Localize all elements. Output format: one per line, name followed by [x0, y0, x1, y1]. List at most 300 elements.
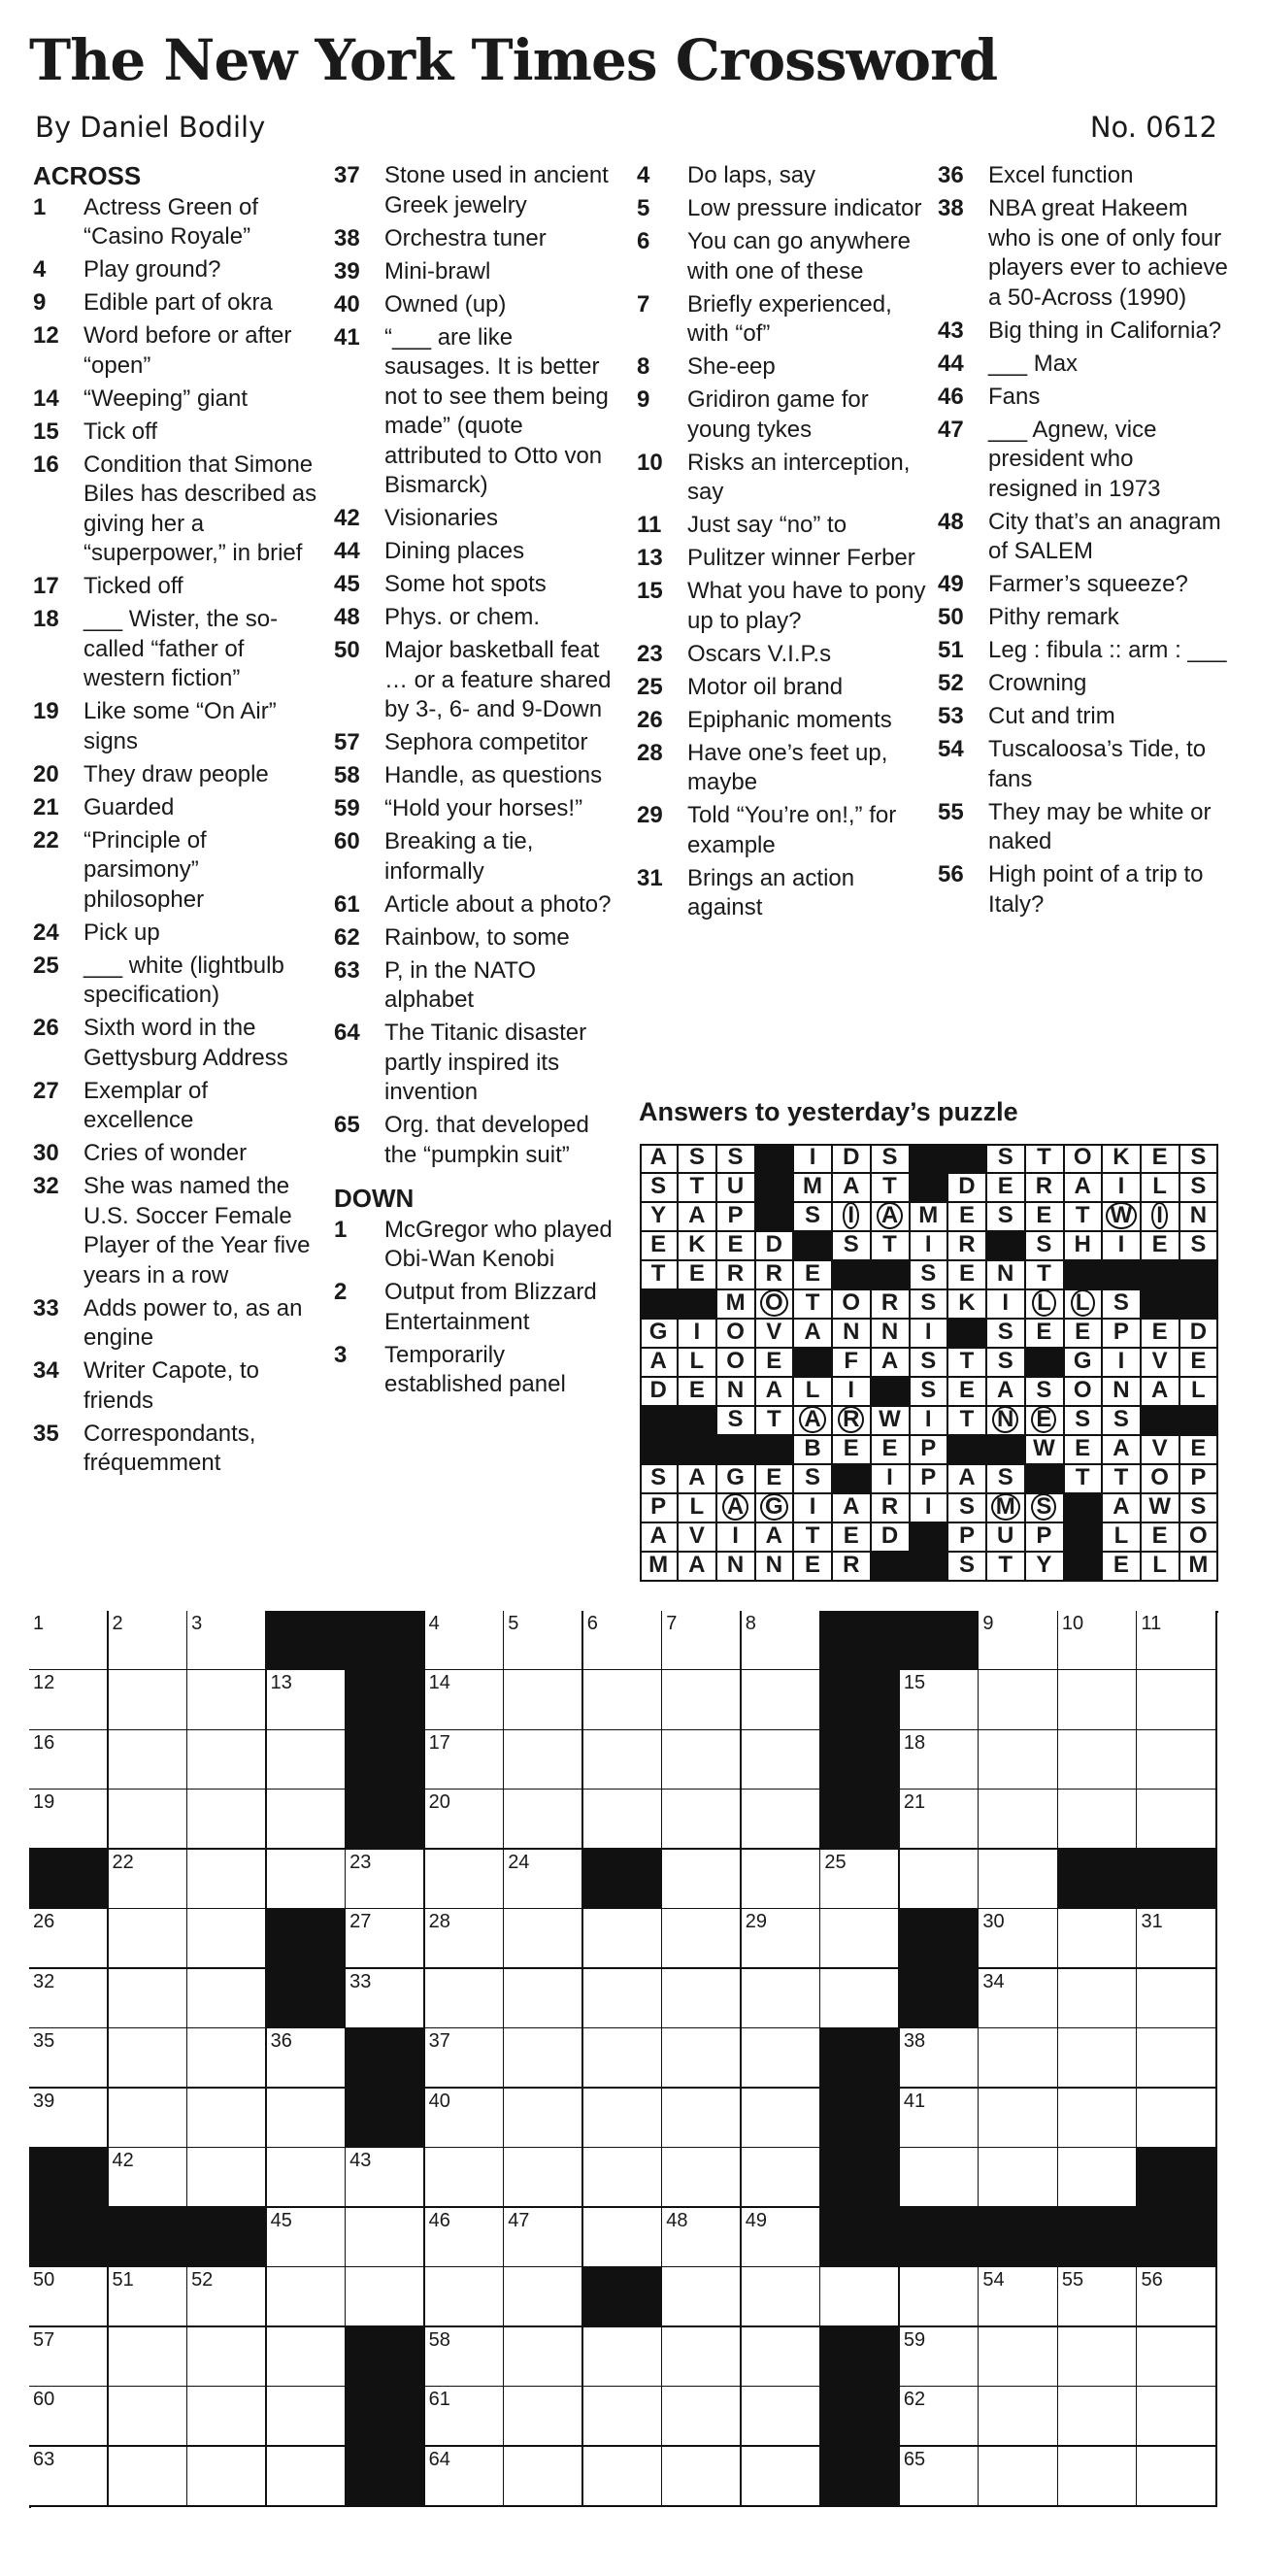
across-clue[interactable]	[33, 697, 324, 756]
down-clue[interactable]	[938, 798, 1229, 857]
grid-cell[interactable]	[820, 2267, 900, 2327]
grid-cell[interactable]	[109, 1850, 188, 1910]
grid-cell[interactable]	[583, 2327, 663, 2388]
answer-letter: N	[1189, 1202, 1208, 1229]
grid-cell[interactable]	[1137, 1611, 1216, 1671]
grid-cell[interactable]	[187, 2447, 267, 2507]
across-clue[interactable]	[334, 1111, 625, 1170]
grid-cell[interactable]	[583, 2447, 663, 2507]
grid-cell[interactable]	[583, 1969, 663, 2029]
answer-cell	[679, 1493, 717, 1523]
grid-cell[interactable]	[662, 1611, 742, 1671]
grid-cell[interactable]	[1137, 1790, 1216, 1850]
grid-cell[interactable]	[504, 1790, 583, 1850]
grid-cell[interactable]	[187, 2028, 267, 2089]
down-clue[interactable]	[637, 577, 928, 636]
grid-cell[interactable]	[187, 1850, 267, 1910]
down-clue[interactable]	[637, 352, 928, 383]
across-clue[interactable]	[33, 321, 324, 381]
grid-cell[interactable]	[109, 1790, 188, 1850]
across-clue[interactable]	[33, 952, 324, 1011]
down-clue[interactable]	[334, 1216, 625, 1275]
across-clue[interactable]	[33, 760, 324, 790]
grid-cell[interactable]	[504, 2327, 583, 2388]
grid-cell[interactable]	[979, 1850, 1058, 1910]
grid-cell[interactable]	[1058, 1790, 1138, 1850]
grid-cell[interactable]	[267, 1790, 347, 1850]
grid-cell[interactable]	[187, 2267, 267, 2327]
grid-cell[interactable]	[979, 1670, 1058, 1730]
grid-cell[interactable]	[29, 2327, 109, 2388]
grid-cell[interactable]	[1058, 2028, 1138, 2089]
answer-letter: S	[843, 1231, 859, 1258]
across-clue[interactable]	[33, 1420, 324, 1479]
grid-cell[interactable]	[504, 1909, 583, 1969]
grid-cell[interactable]	[29, 2089, 109, 2149]
answer-cell	[871, 1231, 910, 1261]
grid-cell[interactable]	[979, 2028, 1058, 2089]
grid-cell[interactable]	[267, 2267, 347, 2327]
across-clue[interactable]	[334, 224, 625, 254]
answer-letter: M	[648, 1552, 669, 1579]
grid-cell[interactable]	[1137, 1670, 1216, 1730]
down-clue[interactable]	[938, 570, 1229, 600]
grid-cell[interactable]	[979, 1790, 1058, 1850]
clue-text: “Weeping” giant	[83, 385, 248, 412]
clue-text: Rainbow, to some	[384, 923, 570, 951]
grid-cell[interactable]	[425, 1850, 505, 1910]
grid-cell[interactable]	[900, 2028, 980, 2089]
across-clue[interactable]	[334, 161, 625, 220]
answer-black-cell	[948, 1435, 987, 1465]
across-clue[interactable]	[334, 290, 625, 320]
across-clue[interactable]	[334, 956, 625, 1016]
down-clue[interactable]	[938, 161, 1229, 191]
grid-cell[interactable]	[583, 1670, 663, 1730]
grid-cell[interactable]	[583, 2387, 663, 2447]
down-clue[interactable]	[938, 636, 1229, 666]
grid-cell[interactable]	[187, 1670, 267, 1730]
grid-cell[interactable]	[504, 2267, 583, 2327]
answer-letter: E	[1190, 1435, 1207, 1462]
grid-cell[interactable]	[425, 2208, 505, 2268]
answer-black-cell	[1025, 1348, 1064, 1378]
grid-cell[interactable]	[1137, 2089, 1216, 2149]
across-clue[interactable]	[334, 923, 625, 953]
answer-black-cell	[794, 1348, 833, 1378]
grid-cell[interactable]	[504, 2447, 583, 2507]
grid-cell[interactable]	[583, 2208, 663, 2268]
down-clue[interactable]	[938, 735, 1229, 794]
clue-number: 14	[33, 385, 59, 412]
grid-cell[interactable]	[504, 1730, 583, 1790]
grid-cell[interactable]	[109, 2148, 188, 2208]
grid-cell[interactable]	[29, 1730, 109, 1790]
grid-cell[interactable]	[109, 2028, 188, 2089]
grid-cell[interactable]	[425, 2447, 505, 2507]
across-clue[interactable]	[33, 385, 324, 415]
grid-cell[interactable]	[979, 1969, 1058, 2029]
grid-cell[interactable]	[425, 1730, 505, 1790]
grid-cell[interactable]	[425, 1790, 505, 1850]
grid-cell[interactable]	[504, 1611, 583, 1671]
clue-text: Just say “no” to	[687, 512, 847, 538]
across-clue[interactable]	[33, 418, 324, 448]
grid-cell[interactable]	[583, 1790, 663, 1850]
clue-number: 18	[33, 606, 59, 632]
grid-cell[interactable]	[109, 1909, 188, 1969]
answer-cell	[910, 1260, 948, 1290]
down-clue[interactable]	[637, 449, 928, 508]
grid-cell[interactable]	[346, 1969, 425, 2029]
down-clue[interactable]	[637, 640, 928, 670]
grid-cell[interactable]	[1137, 2267, 1216, 2327]
grid-cell[interactable]	[900, 2267, 980, 2327]
grid-cell[interactable]	[29, 2028, 109, 2089]
grid-cell[interactable]	[267, 2028, 347, 2089]
grid-cell[interactable]	[742, 1790, 821, 1850]
grid-cell[interactable]	[504, 2148, 583, 2208]
grid-cell[interactable]	[29, 1790, 109, 1850]
across-clue[interactable]	[33, 826, 324, 916]
down-clue[interactable]	[637, 801, 928, 860]
grid-cell[interactable]	[1058, 2327, 1138, 2388]
down-clue[interactable]	[637, 706, 928, 736]
answer-letter: S	[920, 1289, 937, 1317]
grid-cell[interactable]	[425, 2089, 505, 2149]
grid-cell[interactable]	[662, 1730, 742, 1790]
grid-cell[interactable]	[1058, 2267, 1138, 2327]
grid-cell[interactable]	[425, 2267, 505, 2327]
grid-cell[interactable]	[662, 1969, 742, 2029]
black-square	[1058, 1850, 1138, 1910]
grid-cell[interactable]	[346, 1850, 425, 1910]
grid-cell[interactable]	[900, 1790, 980, 1850]
across-clue[interactable]	[334, 257, 625, 287]
grid-cell[interactable]	[187, 1790, 267, 1850]
black-square	[267, 1611, 347, 1671]
grid-cell[interactable]	[346, 2148, 425, 2208]
grid-cell[interactable]	[187, 2089, 267, 2149]
down-clue[interactable]	[938, 702, 1229, 732]
grid-cell[interactable]	[742, 2267, 821, 2327]
grid-cell[interactable]	[900, 2387, 980, 2447]
grid-cell[interactable]	[346, 1909, 425, 1969]
down-clue[interactable]	[938, 416, 1229, 505]
grid-cell[interactable]	[109, 1969, 188, 2029]
grid-cell[interactable]	[1058, 1611, 1138, 1671]
clue-number: 25	[637, 673, 663, 700]
down-clue[interactable]	[938, 508, 1229, 567]
answer-cell	[987, 1406, 1026, 1436]
answer-cell	[716, 1289, 755, 1320]
answer-letter: S	[997, 1464, 1013, 1491]
across-clue[interactable]	[334, 504, 625, 534]
down-clue[interactable]	[637, 739, 928, 798]
crossword-grid[interactable]	[29, 1611, 1218, 2508]
grid-cell[interactable]	[900, 2327, 980, 2388]
grid-cell[interactable]	[425, 2327, 505, 2388]
grid-cell[interactable]	[742, 1969, 821, 2029]
grid-cell[interactable]	[742, 2148, 821, 2208]
across-clue[interactable]	[334, 323, 625, 501]
grid-cell[interactable]	[425, 1969, 505, 2029]
grid-cell[interactable]	[187, 2327, 267, 2388]
down-clue[interactable]	[637, 511, 928, 541]
grid-cell[interactable]	[662, 1909, 742, 1969]
answer-cell	[755, 1377, 794, 1407]
grid-cell[interactable]	[662, 2327, 742, 2388]
grid-cell[interactable]	[1058, 2387, 1138, 2447]
grid-cell[interactable]	[900, 2447, 980, 2507]
black-square	[1137, 1850, 1216, 1910]
grid-cell[interactable]	[346, 2208, 425, 2268]
grid-cell[interactable]	[425, 2028, 505, 2089]
grid-cell[interactable]	[583, 1611, 663, 1671]
down-clue[interactable]	[637, 161, 928, 191]
grid-cell[interactable]	[109, 2327, 188, 2388]
grid-cell[interactable]	[742, 1850, 821, 1910]
grid-cell[interactable]	[1058, 2089, 1138, 2149]
grid-cell[interactable]	[1137, 1909, 1216, 1969]
grid-cell[interactable]	[979, 1611, 1058, 1671]
grid-cell[interactable]	[29, 2447, 109, 2507]
answer-letter: A	[880, 1348, 899, 1375]
grid-cell[interactable]	[979, 2089, 1058, 2149]
grid-cell[interactable]	[662, 1850, 742, 1910]
grid-cell[interactable]	[662, 2148, 742, 2208]
grid-cell[interactable]	[979, 2387, 1058, 2447]
grid-cell[interactable]	[504, 1670, 583, 1730]
answer-letter: G	[1073, 1348, 1092, 1375]
grid-cell[interactable]	[109, 1730, 188, 1790]
grid-cell[interactable]	[742, 2327, 821, 2388]
grid-cell[interactable]	[742, 1670, 821, 1730]
grid-cell[interactable]	[187, 2387, 267, 2447]
grid-cell[interactable]	[583, 2089, 663, 2149]
grid-cell[interactable]	[1137, 2028, 1216, 2089]
down-clue[interactable]	[334, 1278, 625, 1337]
grid-cell[interactable]	[1058, 1670, 1138, 1730]
grid-cell[interactable]	[267, 2208, 347, 2268]
across-clue[interactable]	[33, 193, 324, 252]
across-clue[interactable]	[33, 572, 324, 602]
across-clue[interactable]	[334, 1019, 625, 1108]
grid-cell[interactable]	[1137, 2387, 1216, 2447]
grid-cell[interactable]	[1058, 1909, 1138, 1969]
grid-cell[interactable]	[29, 1969, 109, 2029]
grid-cell[interactable]	[29, 1909, 109, 1969]
down-clue[interactable]	[637, 544, 928, 574]
down-clue[interactable]	[938, 603, 1229, 633]
grid-cell[interactable]	[900, 2148, 980, 2208]
grid-cell[interactable]	[662, 2267, 742, 2327]
grid-cell[interactable]	[662, 1670, 742, 1730]
grid-cell[interactable]	[267, 2447, 347, 2507]
grid-cell[interactable]	[1058, 1730, 1138, 1790]
grid-cell[interactable]	[267, 1850, 347, 1910]
down-clue[interactable]	[938, 860, 1229, 920]
grid-cell[interactable]	[742, 1730, 821, 1790]
grid-cell[interactable]	[583, 2148, 663, 2208]
black-square	[820, 1611, 900, 1671]
grid-cell[interactable]	[979, 1730, 1058, 1790]
grid-cell[interactable]	[267, 2148, 347, 2208]
grid-cell[interactable]	[583, 1730, 663, 1790]
grid-cell[interactable]	[29, 1670, 109, 1730]
across-clue[interactable]	[334, 761, 625, 791]
down-clue[interactable]	[637, 227, 928, 286]
grid-cell[interactable]	[1058, 2447, 1138, 2507]
grid-cell[interactable]	[742, 2387, 821, 2447]
grid-cell[interactable]	[425, 1909, 505, 1969]
grid-cell[interactable]	[662, 2387, 742, 2447]
grid-cell[interactable]	[187, 1909, 267, 1969]
grid-cell[interactable]	[979, 2447, 1058, 2507]
across-clue[interactable]	[33, 255, 324, 285]
grid-cell[interactable]	[583, 1909, 663, 1969]
across-clue[interactable]	[33, 288, 324, 318]
down-clue[interactable]	[938, 350, 1229, 380]
across-clue[interactable]	[33, 605, 324, 694]
grid-cell[interactable]	[29, 2387, 109, 2447]
down-clue[interactable]	[637, 673, 928, 703]
grid-cell[interactable]	[979, 1909, 1058, 1969]
across-clue[interactable]	[33, 1014, 324, 1073]
answer-cell	[794, 1173, 833, 1203]
across-clue[interactable]	[334, 728, 625, 758]
grid-cell[interactable]	[425, 1670, 505, 1730]
grid-cell[interactable]	[109, 1611, 188, 1671]
grid-cell[interactable]	[109, 2267, 188, 2327]
across-clue[interactable]	[33, 1139, 324, 1169]
grid-cell[interactable]	[979, 2267, 1058, 2327]
grid-cell[interactable]	[267, 2387, 347, 2447]
across-clue[interactable]	[33, 919, 324, 949]
across-clue[interactable]	[334, 570, 625, 600]
grid-cell[interactable]	[979, 2327, 1058, 2388]
grid-cell[interactable]	[820, 1969, 900, 2029]
answer-cell	[1179, 1522, 1218, 1553]
answer-letter: S	[805, 1202, 821, 1229]
down-clue[interactable]	[938, 383, 1229, 413]
grid-cell[interactable]	[900, 1850, 980, 1910]
across-clue[interactable]	[334, 636, 625, 725]
grid-cell[interactable]	[662, 2089, 742, 2149]
grid-cell[interactable]	[187, 1969, 267, 2029]
grid-cell[interactable]	[742, 1909, 821, 1969]
grid-cell[interactable]	[662, 2447, 742, 2507]
across-clue[interactable]	[334, 890, 625, 920]
grid-cell[interactable]	[742, 2028, 821, 2089]
grid-cell[interactable]	[1137, 1730, 1216, 1790]
answer-letter: E	[958, 1202, 975, 1229]
grid-cell[interactable]	[583, 2028, 663, 2089]
down-clue[interactable]	[334, 1341, 625, 1400]
grid-cell[interactable]	[662, 1790, 742, 1850]
across-clue[interactable]	[33, 793, 324, 823]
grid-cell[interactable]	[820, 1909, 900, 1969]
across-clue[interactable]	[33, 451, 324, 569]
cell-number: 65	[903, 2448, 926, 2470]
down-clue[interactable]	[637, 290, 928, 350]
cell-number: 11	[1141, 1613, 1162, 1634]
grid-cell[interactable]	[504, 2089, 583, 2149]
grid-cell[interactable]	[267, 1670, 347, 1730]
down-clue[interactable]	[938, 194, 1229, 313]
grid-cell[interactable]	[1137, 2327, 1216, 2388]
grid-cell[interactable]	[425, 2387, 505, 2447]
grid-cell[interactable]	[1058, 2148, 1138, 2208]
grid-cell[interactable]	[504, 2028, 583, 2089]
across-clue[interactable]	[33, 1294, 324, 1354]
grid-cell[interactable]	[742, 2447, 821, 2507]
grid-cell[interactable]	[504, 1850, 583, 1910]
clue-number: 37	[334, 162, 360, 188]
across-clue[interactable]	[334, 603, 625, 633]
grid-cell[interactable]	[109, 2447, 188, 2507]
grid-cell[interactable]	[1058, 1969, 1138, 2029]
grid-cell[interactable]	[425, 2148, 505, 2208]
grid-cell[interactable]	[109, 2089, 188, 2149]
grid-cell[interactable]	[742, 2089, 821, 2149]
across-clue[interactable]	[334, 537, 625, 567]
grid-cell[interactable]	[1137, 1969, 1216, 2029]
grid-cell[interactable]	[900, 1670, 980, 1730]
clue-text: Tick off	[83, 418, 158, 445]
grid-cell[interactable]	[900, 1730, 980, 1790]
down-clue[interactable]	[637, 385, 928, 445]
grid-cell[interactable]	[504, 2387, 583, 2447]
grid-cell[interactable]	[900, 2089, 980, 2149]
across-clue[interactable]	[334, 794, 625, 824]
down-clue[interactable]	[637, 194, 928, 224]
down-clue[interactable]	[938, 669, 1229, 699]
clue-text: Told “You’re on!,” for example	[687, 802, 897, 858]
answer-letter: O	[1073, 1377, 1092, 1404]
answer-letter: L	[1191, 1377, 1206, 1404]
across-clue[interactable]	[334, 827, 625, 887]
grid-cell[interactable]	[346, 2267, 425, 2327]
grid-cell[interactable]	[662, 2028, 742, 2089]
grid-cell[interactable]	[187, 1611, 267, 1671]
grid-cell[interactable]	[504, 1969, 583, 2029]
grid-cell[interactable]	[267, 2089, 347, 2149]
grid-cell[interactable]	[504, 2208, 583, 2268]
grid-cell[interactable]	[742, 1611, 821, 1671]
grid-cell[interactable]	[109, 1670, 188, 1730]
grid-cell[interactable]	[187, 1730, 267, 1790]
grid-cell[interactable]	[109, 2387, 188, 2447]
grid-cell[interactable]	[267, 1730, 347, 1790]
grid-cell[interactable]	[267, 2327, 347, 2388]
grid-cell[interactable]	[1137, 2447, 1216, 2507]
across-clue[interactable]	[33, 1172, 324, 1290]
across-clue[interactable]	[33, 1077, 324, 1136]
grid-cell[interactable]	[820, 1850, 900, 1910]
down-clue[interactable]	[637, 864, 928, 923]
grid-cell[interactable]	[187, 2148, 267, 2208]
grid-cell[interactable]	[425, 1611, 505, 1671]
grid-cell[interactable]	[29, 1611, 109, 1671]
grid-cell[interactable]	[742, 2208, 821, 2268]
grid-cell[interactable]	[29, 2267, 109, 2327]
answer-cell	[1103, 1552, 1142, 1582]
grid-cell[interactable]	[662, 2208, 742, 2268]
grid-cell[interactable]	[979, 2148, 1058, 2208]
down-clue[interactable]	[938, 317, 1229, 347]
across-clue[interactable]	[33, 1356, 324, 1416]
